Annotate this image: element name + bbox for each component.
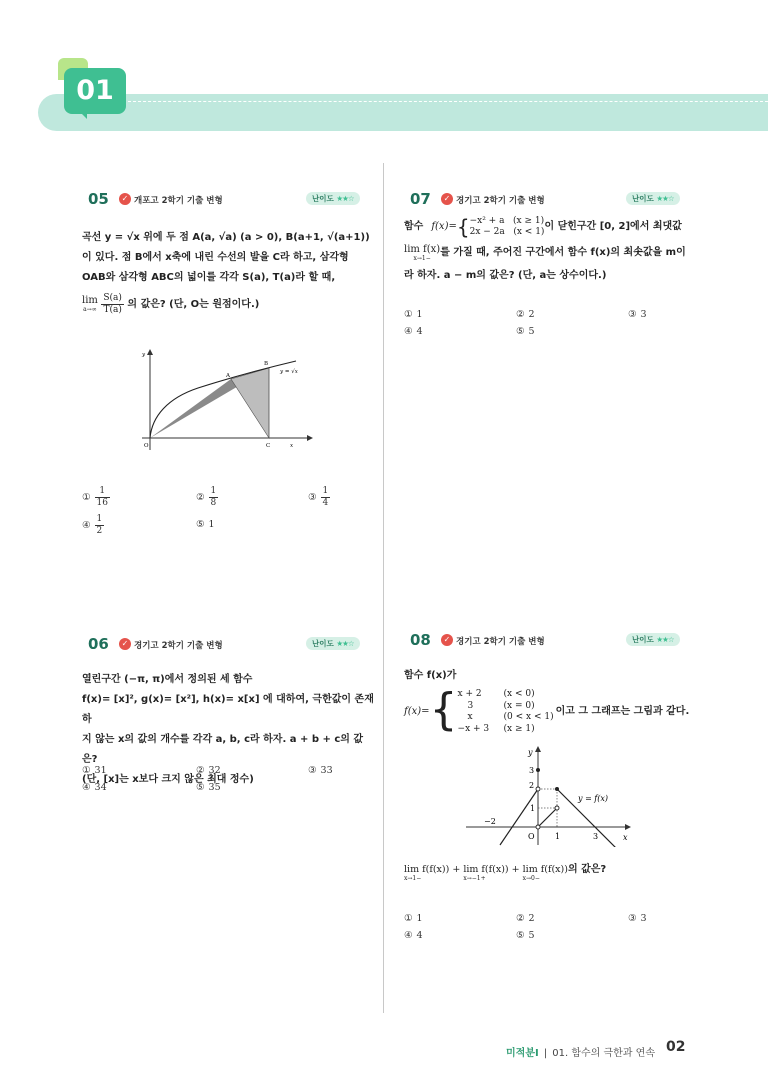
fraction [101, 293, 124, 316]
choice-value: 2 [528, 309, 535, 320]
choice-5[interactable] [516, 930, 535, 941]
choice-value: 33 [320, 765, 333, 776]
limit-expression [82, 292, 372, 318]
header-dashed-line [128, 101, 768, 102]
star-icon: ★★☆ [656, 635, 674, 644]
case-expr: 2x − 2a [469, 227, 505, 237]
text-segment: 를 가질 때, 주어진 구간에서 함수 f(x)의 최솟값을 m이 [440, 247, 686, 258]
choice-4[interactable] [82, 514, 104, 537]
case-expr: 3 [467, 700, 474, 711]
tick-x-1: 1 [555, 832, 561, 841]
choice-mark: ④ [404, 930, 413, 941]
function-label: y = f(x) [578, 794, 609, 803]
text-line: 이 있다. 점 B에서 x축에 내린 수선의 발을 C라 하고, 삼각형 [82, 252, 349, 263]
problem-source-tag: 경기고 2학기 기출 변형 [456, 637, 545, 647]
problem-08-lead: 함수 f(x)가 [404, 670, 457, 681]
limit [404, 244, 440, 262]
difficulty-badge [626, 192, 680, 205]
problem-number: 06 [88, 635, 109, 653]
choice-mark: ② [196, 765, 205, 776]
choice-5[interactable] [196, 519, 215, 530]
filled-point-1-2 [555, 787, 559, 791]
choice-2[interactable] [516, 913, 535, 924]
label-B: B [264, 361, 269, 367]
case-expr: x [467, 712, 473, 722]
difficulty-badge [306, 637, 360, 650]
section-number: 01 [76, 75, 114, 106]
case-cond: (x < 1) [513, 227, 545, 237]
choice-value: 35 [208, 782, 221, 793]
tick-x-neg2: −2 [484, 817, 496, 826]
choice-value: 4 [416, 930, 423, 941]
tick-y-3: 3 [529, 766, 535, 775]
text-line: f(x)= [x]², g(x)= [x²], h(x)= x[x] 에 대하여, 극한값이 존재하 [82, 694, 374, 725]
choice-value: 32 [208, 765, 221, 776]
choice-mark: ③ [628, 309, 637, 320]
choice-value: 34 [94, 782, 107, 793]
text-segment: 이고 그 그래프는 그림과 같다. [555, 706, 690, 717]
label-O: O [528, 832, 535, 841]
choice-1[interactable] [82, 765, 107, 776]
text-line [404, 214, 694, 240]
text-line: OAB와 삼각형 ABC의 넓이를 각각 S(a), T(a)라 할 때, [82, 272, 336, 283]
check-icon: ✓ [441, 193, 453, 205]
problem-number: 08 [410, 631, 431, 649]
question-tail: 의 값은? [567, 864, 607, 875]
choice-2[interactable] [516, 309, 535, 320]
denominator: T(a) [103, 304, 122, 315]
problem-05-text [82, 228, 372, 318]
label-O: O [144, 443, 149, 449]
text-line [404, 240, 694, 266]
choice-mark: ② [516, 309, 525, 320]
numerator: 1 [95, 486, 110, 498]
case-row [458, 689, 554, 701]
case-row [470, 227, 545, 238]
choice-1[interactable] [404, 309, 423, 320]
lim-subscript: x→−1+ [463, 875, 486, 882]
filled-point-0-3 [536, 768, 540, 772]
choice-value: 3 [640, 913, 647, 924]
footer-chapter: 01. 함수의 극한과 연속 [552, 1048, 655, 1059]
lead-word: 함수 [404, 221, 424, 232]
choice-5[interactable] [196, 782, 221, 793]
problem-06-header [88, 634, 109, 653]
fraction [95, 486, 110, 509]
choice-value: 1 [416, 309, 423, 320]
label-y: y [528, 748, 533, 757]
case-expr: x + 2 [457, 689, 482, 699]
lim-expr: lim f(f(x)) + [404, 864, 461, 875]
fraction [209, 486, 219, 509]
denominator: 16 [96, 498, 108, 508]
case-cond: (0 < x < 1) [503, 712, 554, 722]
choice-mark: ⑤ [516, 326, 525, 337]
label-x: x [623, 833, 628, 842]
difficulty-label: 난이도 [312, 194, 334, 203]
case-row [458, 712, 554, 724]
sqrt-curve [150, 361, 296, 438]
choice-value: 1 [208, 519, 215, 530]
lim-subscript: x→0− [522, 875, 540, 882]
function-name: f(x)= [404, 706, 430, 717]
choice-5[interactable] [516, 326, 535, 337]
text-line: 지 않는 x의 값의 개수를 각각 a, b, c라 하자. a + b + c의 값은? [82, 734, 364, 765]
text-segment: 이 닫힌구간 [0, 2]에서 최댓값 [544, 221, 682, 232]
problem-08-header [410, 630, 431, 649]
choice-value: 31 [94, 765, 107, 776]
tick-x-3: 3 [593, 832, 599, 841]
choice-mark: ④ [404, 326, 413, 337]
problem-number: 05 [88, 190, 109, 208]
choice-mark: ③ [308, 765, 317, 776]
denominator: 8 [210, 498, 217, 508]
lim-expr: lim f(f(x)) + [463, 864, 520, 875]
choice-4[interactable] [82, 782, 107, 793]
lim-word: lim [82, 295, 98, 306]
choice-mark: ① [82, 492, 91, 503]
lim-subscript: a→∞ [83, 306, 97, 313]
text-line: 라 하자. a − m의 값은? (단, a는 상수이다.) [404, 270, 607, 281]
numerator: 1 [210, 486, 217, 496]
label-y: y [142, 352, 146, 358]
denominator: 2 [96, 526, 103, 536]
open-point-1-1 [555, 806, 559, 810]
limit-1 [404, 864, 460, 882]
difficulty-badge [626, 633, 680, 646]
triangle-ABC [231, 368, 269, 438]
text-line: (단, [x]는 x보다 크지 않은 최대 정수) [82, 774, 254, 785]
choice-1[interactable] [82, 486, 110, 509]
case-cond: (x ≥ 1) [513, 216, 545, 226]
problem-08-piecewise [404, 686, 689, 738]
choice-mark: ① [404, 309, 413, 320]
piecewise-cases [470, 216, 545, 238]
section-tab-tail [78, 110, 87, 119]
denominator: 4 [322, 498, 329, 508]
footer-separator: | [543, 1048, 548, 1059]
choice-2[interactable] [196, 486, 218, 509]
problem-08-graph [462, 745, 634, 847]
choice-mark: ① [82, 765, 91, 776]
lim-subscript: x→1− [404, 875, 422, 882]
problem-08-question [404, 864, 606, 882]
case-cond: (x ≥ 1) [503, 723, 535, 734]
column-divider [383, 163, 384, 1013]
difficulty-label: 난이도 [632, 635, 654, 644]
choice-mark: ⑤ [516, 930, 525, 941]
case-cond: (x < 0) [503, 689, 535, 699]
check-icon: ✓ [119, 638, 131, 650]
problem-07-text [404, 214, 694, 286]
case-cond: (x = 0) [503, 700, 535, 711]
choice-mark: ⑤ [196, 782, 205, 793]
function-name: f(x)= [431, 221, 457, 232]
label-C: C [266, 443, 271, 449]
segment-x [538, 808, 557, 827]
difficulty-label: 난이도 [632, 194, 654, 203]
problem-07-header [410, 189, 431, 208]
question-tail: 의 값은? (단, O는 원점이다.) [127, 299, 260, 310]
brace: { [429, 684, 458, 735]
choice-value: 1 [416, 913, 423, 924]
lim-word: lim f(x) [404, 244, 441, 255]
choice-mark: ⑤ [196, 519, 205, 530]
text-line: 곡선 y = √x 위에 두 점 A(a, √a) (a > 0), B(a+1, √(a+1)) [82, 232, 370, 243]
choice-mark: ④ [82, 520, 91, 531]
case-row [458, 701, 554, 713]
case-row [458, 724, 554, 736]
choice-2[interactable] [196, 765, 221, 776]
choice-mark: ① [404, 913, 413, 924]
choice-value: 4 [416, 326, 423, 337]
limit-2 [463, 864, 519, 882]
footer-subject: 미적분Ⅰ [506, 1048, 539, 1059]
case-expr: −x + 3 [457, 723, 490, 734]
check-icon: ✓ [441, 634, 453, 646]
numerator: 1 [96, 514, 103, 524]
choice-4[interactable] [404, 326, 423, 337]
difficulty-label: 난이도 [312, 639, 334, 648]
lim-expr: lim f(f(x)) [522, 864, 568, 875]
tick-y-1: 1 [530, 804, 536, 813]
problem-source-tag: 경기고 2학기 기출 변형 [456, 196, 545, 206]
brace: { [456, 215, 470, 239]
check-icon: ✓ [119, 193, 131, 205]
case-row [470, 216, 545, 227]
choice-1[interactable] [404, 913, 423, 924]
chapter-header-band [38, 94, 768, 131]
page-footer [506, 1041, 655, 1060]
choice-value: 3 [640, 309, 647, 320]
star-icon: ★★☆ [336, 639, 354, 648]
choice-mark: ④ [82, 782, 91, 793]
lim-subscript: x→1− [413, 255, 431, 262]
open-point-0-0 [536, 825, 540, 829]
problem-06-text [82, 670, 377, 790]
section-number-tab [64, 68, 126, 114]
choice-value: 5 [528, 930, 535, 941]
label-A: A [226, 373, 230, 379]
fraction [95, 514, 105, 537]
numerator: 1 [322, 486, 329, 496]
choice-3[interactable] [628, 913, 647, 924]
star-icon: ★★☆ [336, 194, 354, 203]
choice-mark: ② [516, 913, 525, 924]
choice-4[interactable] [404, 930, 423, 941]
text-line: 열린구간 (−π, π)에서 정의된 세 함수 [82, 674, 253, 685]
choice-3[interactable] [308, 486, 330, 509]
star-icon: ★★☆ [656, 194, 674, 203]
problem-05-header [88, 189, 109, 208]
fraction [321, 486, 331, 509]
problem-05-figure [138, 346, 318, 454]
choice-3[interactable] [308, 765, 333, 776]
numerator: S(a) [103, 292, 122, 303]
choice-3[interactable] [628, 309, 647, 320]
tick-y-2: 2 [529, 781, 535, 790]
piecewise-cases [458, 689, 554, 735]
choice-value: 5 [528, 326, 535, 337]
problem-number: 07 [410, 190, 431, 208]
case-expr: −x² + a [469, 216, 505, 226]
choice-mark: ③ [308, 492, 317, 503]
limit-3 [523, 864, 568, 882]
choice-value: 2 [528, 913, 535, 924]
choice-mark: ③ [628, 913, 637, 924]
page-number: 02 [666, 1039, 686, 1055]
problem-source-tag: 개포고 2학기 기출 변형 [134, 196, 223, 206]
label-x: x [290, 443, 294, 449]
difficulty-badge [306, 192, 360, 205]
choice-mark: ② [196, 492, 205, 503]
problem-source-tag: 경기고 2학기 기출 변형 [134, 641, 223, 651]
curve-label: y = √x [280, 369, 298, 375]
open-point-0-2 [536, 787, 540, 791]
